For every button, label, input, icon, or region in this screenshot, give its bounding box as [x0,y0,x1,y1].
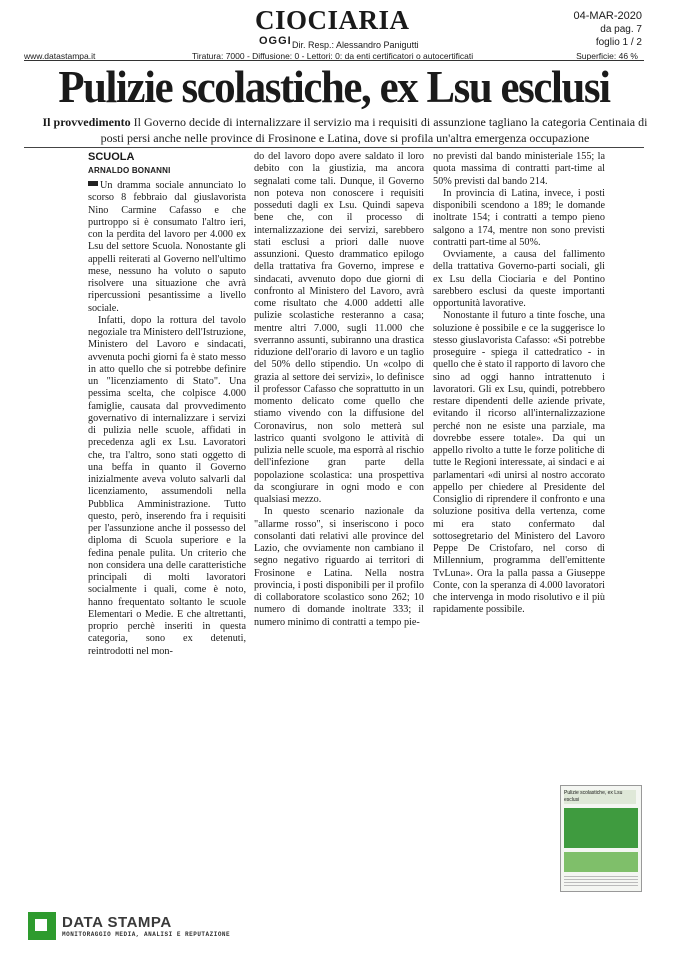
article-column-2 [254,151,424,696]
byline: ARNALDO BONANNI [88,166,171,175]
article-headline: Pulizie scolastiche, ex Lsu esclusi [58,61,610,112]
data-stampa-logo [28,912,230,940]
paragraph: Infatti, dopo la rottura del tavolo negoziale tra Ministero dell'Istruzione, Ministero del Lavoro e sindacati, avvenuta pochi giorni fa è stato messo in atto quello che si potrebbe definire un "licenziamento di Stato". Una pessima scelta, che colpisce 4.000 famiglie, causata dal provvedimento governativo di internalizzare i servizi di pulizia nelle scuole, affidati in precedenza agli ex Lsu. Lavoratori che, tra l'altro, sono stati oggetto di una beffa in quanto il Governo inizialmente aveva voluto salvarli dal licenziamento, assumendoli nella Pubblica Amministrazione. Tutto questo, però, inserendo fra i requisiti per l'assunzione anche il possesso del diploma di Scuola superiore e la fedina penale pulita. Un criterio che non considera una delle caratteristiche principali di molti lavoratori socialmente i quali, come è noto, hanno frequentato soltanto le scuole Elementari o Medie. E che altrettanti, proprio perchè inseriti in questa categoria, sono ex detenuti, reintrodotti nel mon- [88,314,246,657]
newspaper-logo: CIOCIARIA [255,5,410,35]
thumbnail-text-lines [564,876,638,886]
footer-tagline: MONITORAGGIO MEDIA, ANALISI E REPUTAZIONE [62,930,231,938]
paragraph: Ovviamente, a causa del fallimento della trattativa Governo-parti sociali, gli ex Lsu della Ciociaria e del Pontino sarebbero esclusi da queste importanti opportunità lavorative. [433,249,605,309]
page-thumbnail [560,785,642,892]
paragraph: Un dramma sociale annunciato lo scorso 8 febbraio dal giuslavorista Nino Carmine Cafasso e che purtroppo si è consumato l'altro ieri, con la perdita del lavoro per 4.000 ex Lsu del settore Scuola. Nonostante gli appelli reiterati al Governo nell'ultimo mese, nessuno ha voluto o saputo risolvere una situazione che avrà ripercussioni pesantissime a livello sociale. [88,180,246,314]
paragraph: Nonostante il futuro a tinte fosche, una soluzione è possibile e ce la suggerisce lo stesso giuslavorista Cafasso: «Si potrebbe proseguire - spiega il cattedratico - in quello che è stato il rapporto di lavoro che sino ad oggi hanno intrattenuto i lavoratori. Gli ex Lsu, quindi, potrebbero restare dipendenti delle aziende private, evitando il ricorso all'internalizzazione perché non ne esiste una parziale, ma dovrebbe essere totale». Da qui un appello rivolto a tutte le forze politiche di tutte le Regioni interessate, ai sindaci e ai parlamentari «di unirsi al nostro accorato appello per chiedere al Presidente del Consiglio di riprendere il confronto e una soluzione positiva della vertenza, come mi era stato confermato dal sottosegretario del Ministero del Lavoro Peppe De Cristofaro, nel corso di Millennium, programma dell'emittente TvLuna». Ora la palla passa a Giuseppe Conte, con la speranza di 4.000 lavoratori che intervenga in modo risolutivo e il più rapidamente possibile. [433,310,605,616]
footer-brand: DATA STAMPA [62,913,172,931]
paragraph: In questo scenario nazionale da "allarme rosso", si inseriscono i poco consolanti dati relativi alle province del Lazio, che ovviamente non cambiano il segno negativo riguardo ai territori di Frosinone e Latina. Nella nostra provincia, i posti disponibili per il profilo di collaboratore scolastico sono 262; 10 numero di domande inoltrate 333; il numero minimo di contratti a tempo pie- [254,506,424,628]
section-label: SCUOLA [88,151,135,163]
newspaper-logo-sub: OGGI [259,35,292,47]
article-column-3 [433,151,605,691]
publication-date: 04-MAR-2020 [573,10,642,22]
website-url: www.datastampa.it [24,51,96,61]
director-line: Dir. Resp.: Alessandro Panigutti [292,40,419,50]
data-stampa-logo-icon [28,912,56,940]
lead-square-icon [88,181,98,186]
standfirst [40,114,650,146]
folio: foglio 1 / 2 [595,37,642,48]
paragraph: do del lavoro dopo avere saldato il loro debito con la giustizia, ma ancora segnalati come tali. Dunque, il Governo non poteva non conoscere i requisiti posseduti dagli ex Lsu. Quindi sapeva bene che, con il processo di internalizzazione dei servizi, sarebbero stati esclusi a priori dalle nuove assunzioni. Questo drammatico epilogo della trattativa fra Governo, imprese e sindacati, avvenuto dopo due giorni di confronto al Ministero del Lavoro, avrà come risultato che 4.000 addetti alle pulizie scolastiche resteranno a casa; mentre altri 7.000, sugli 11.000 che sverranno assunti, subiranno una drastica riduzione dell'orario di lavoro e un taglio del 50% dello stipendio. Un «colpo di grazia al settore dei servizi», lo definisce il professor Cafasso che soprattutto in un momento delicato come quello che stiamo vivendo con la diffusione del Coronavirus, non solo metterà sul lastrico quanti svolgono le attività di pulizia nelle scuole, ma esporrà al rischio dell'infezione gran parte della popolazione scolastica: una prospettiva da scongiurare in ogni modo e con qualsiasi mezzo. [254,151,424,505]
divider [24,147,644,148]
thumbnail-photo [564,808,638,848]
thumbnail-caption: Pulizie scolastiche, ex Lsu esclusi [564,790,636,804]
standfirst-text: Il Governo decide di internalizzare il servizio ma i requisiti di assunzione tagliano la categoria Centinaia di posti persi anche nelle province di Frosinone e Latina, dove si profila un'altra emergenza occupazione [100,115,648,145]
headline-block [24,60,644,111]
article-column-1 [88,180,246,690]
clipping-info [574,10,642,49]
paragraph: In provincia di Latina, invece, i posti disponibili scendono a 189; le domande inoltrate 154; i contratti a tempo pieno salgono a 174, mentre non sono previsti contratti part-time al 50%. [433,187,605,248]
surface-percent: Superficie: 46 % [576,51,638,61]
page-number: da pag. 7 [600,24,642,35]
paragraph: no previsti dal bando ministeriale 155; la quota massima di contratti part-time al 50% previsti dal bando 214. [433,151,605,187]
standfirst-kicker: Il provvedimento [42,115,131,129]
circulation-info: Tiratura: 7000 - Diffusione: 0 - Lettori: 0: da enti certificatori o autocertificati [192,51,474,61]
thumbnail-photo-secondary [564,852,638,872]
